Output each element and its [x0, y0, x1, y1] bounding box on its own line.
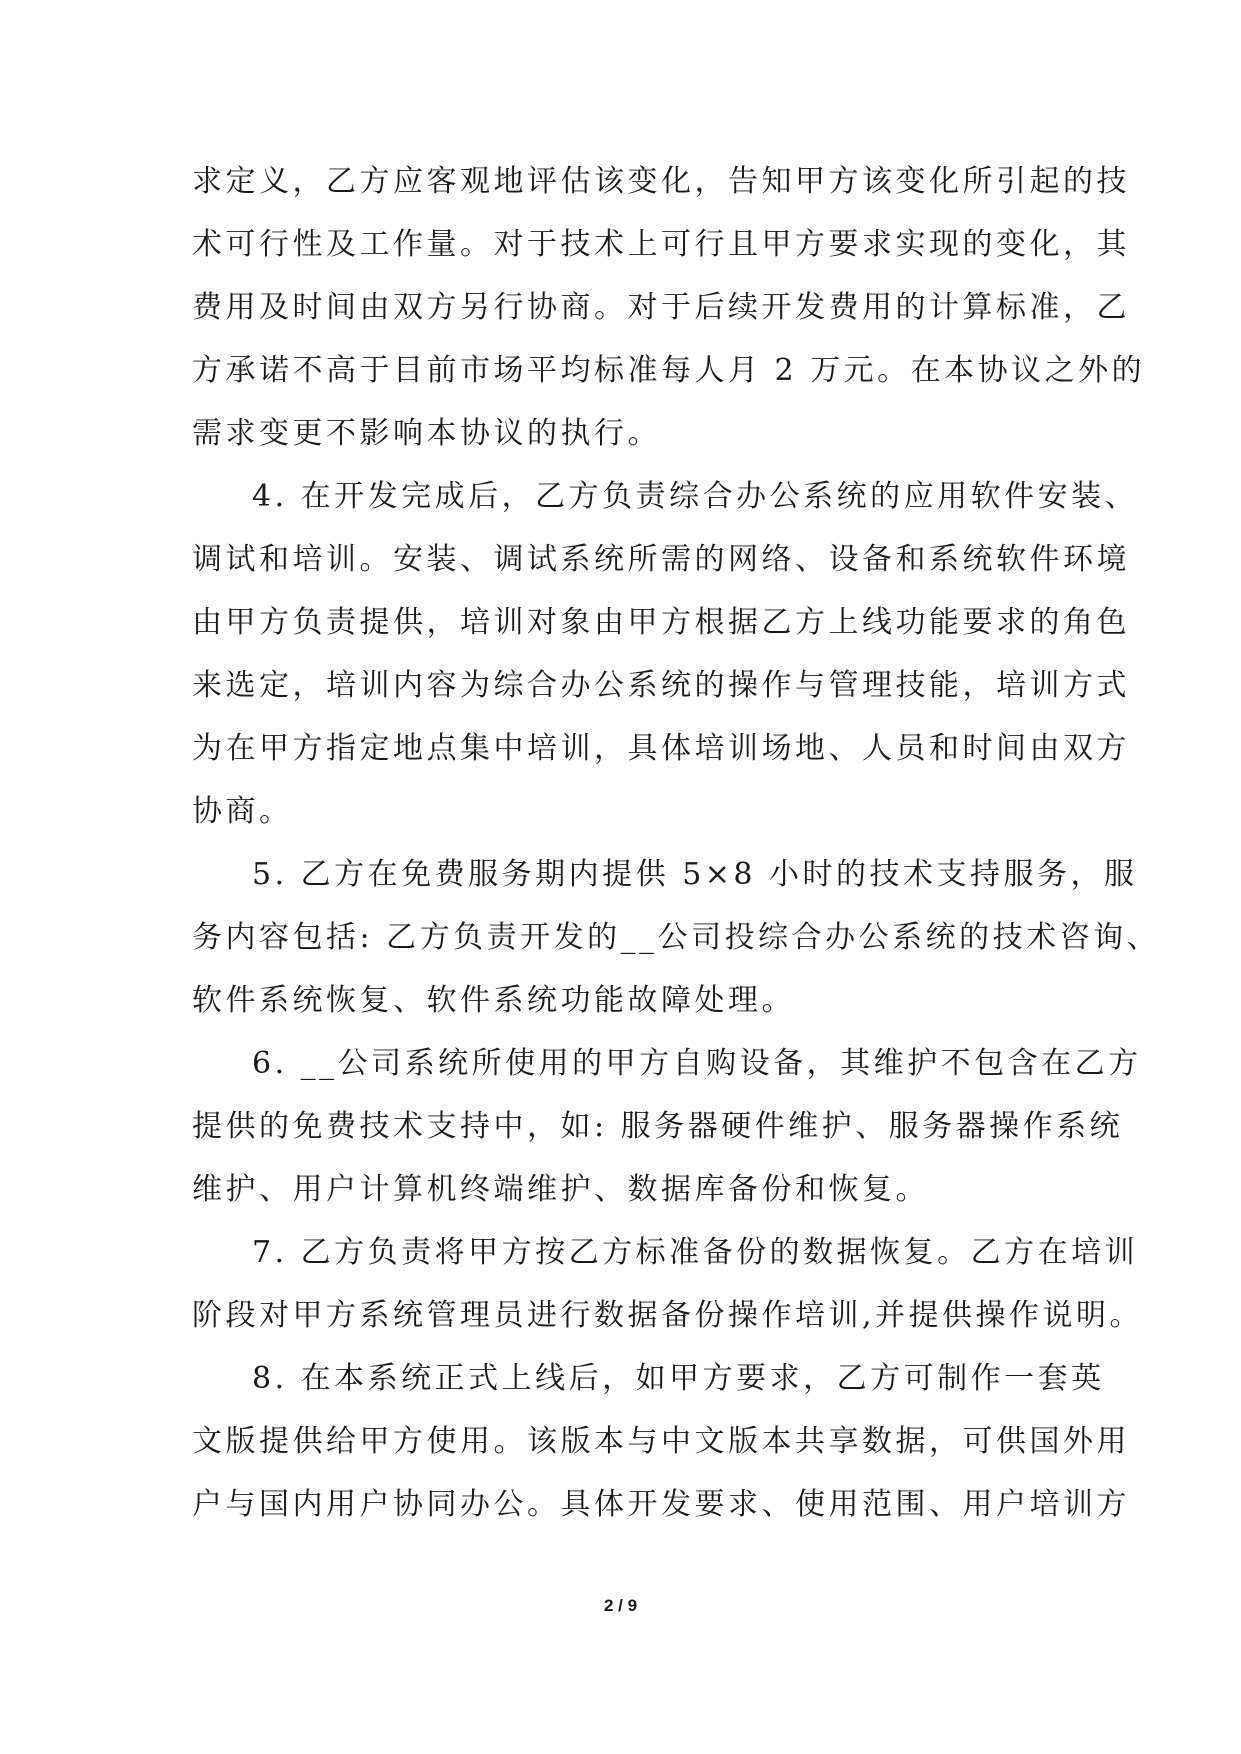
- paragraph-8-start: 8. 在本系统正式上线后，如甲方要求，乙方可制作一套英: [252, 1361, 1105, 1396]
- paragraph-5-start: 5. 乙方在免费服务期内提供 5×8 小时的技术支持服务，服: [252, 857, 1138, 892]
- text-line: 提供的免费技术支持中，如: 服务器硬件维护、服务器操作系统: [192, 1109, 1124, 1144]
- text-line: 阶段对甲方系统管理员进行数据备份操作培训,并提供操作说明。: [192, 1298, 1144, 1333]
- paragraph-6-start: 6. __公司系统所使用的甲方自购设备，其维护不包含在乙方: [252, 1046, 1142, 1081]
- document-body: [192, 150, 1161, 1536]
- text-line: 由甲方负责提供，培训对象由甲方根据乙方上线功能要求的角色: [192, 605, 1130, 640]
- text-line: 为在甲方指定地点集中培训，具体培训场地、人员和时间由双方: [192, 731, 1130, 766]
- text-line: 求定义，乙方应客观地评估该变化，告知甲方该变化所引起的技: [192, 164, 1130, 199]
- text-line: 协商。: [192, 794, 293, 829]
- text-line: 户与国内用户协同办公。具体开发要求、使用范围、用户培训方: [192, 1487, 1130, 1522]
- text-line: 务内容包括: 乙方负责开发的__公司投综合办公系统的技术咨询、: [192, 920, 1161, 955]
- paragraph-7-start: 7. 乙方负责将甲方按乙方标准备份的数据恢复。乙方在培训: [252, 1235, 1139, 1270]
- text-line: 维护、用户计算机终端维护、数据库备份和恢复。: [192, 1172, 929, 1207]
- text-line: 术可行性及工作量。对于技术上可行且甲方要求实现的变化，其: [192, 227, 1130, 262]
- paragraph-4-start: 4. 在开发完成后，乙方负责综合办公系统的应用软件安装、: [252, 479, 1139, 514]
- text-line: 需求变更不影响本协议的执行。: [192, 416, 661, 451]
- text-line: 文版提供给甲方使用。该版本与中文版本共享数据，可供国外用: [192, 1424, 1130, 1459]
- text-line: 方承诺不高于目前市场平均标准每人月 2 万元。在本协议之外的: [192, 353, 1146, 388]
- text-line: 软件系统恢复、软件系统功能故障处理。: [192, 983, 795, 1018]
- text-line: 调试和培训。安装、调试系统所需的网络、设备和系统软件环境: [192, 542, 1130, 577]
- text-line: 来选定，培训内容为综合办公系统的操作与管理技能，培训方式: [192, 668, 1130, 703]
- page-number: 2 / 9: [603, 1596, 638, 1615]
- text-line: 费用及时间由双方另行协商。对于后续开发费用的计算标准，乙: [192, 290, 1130, 325]
